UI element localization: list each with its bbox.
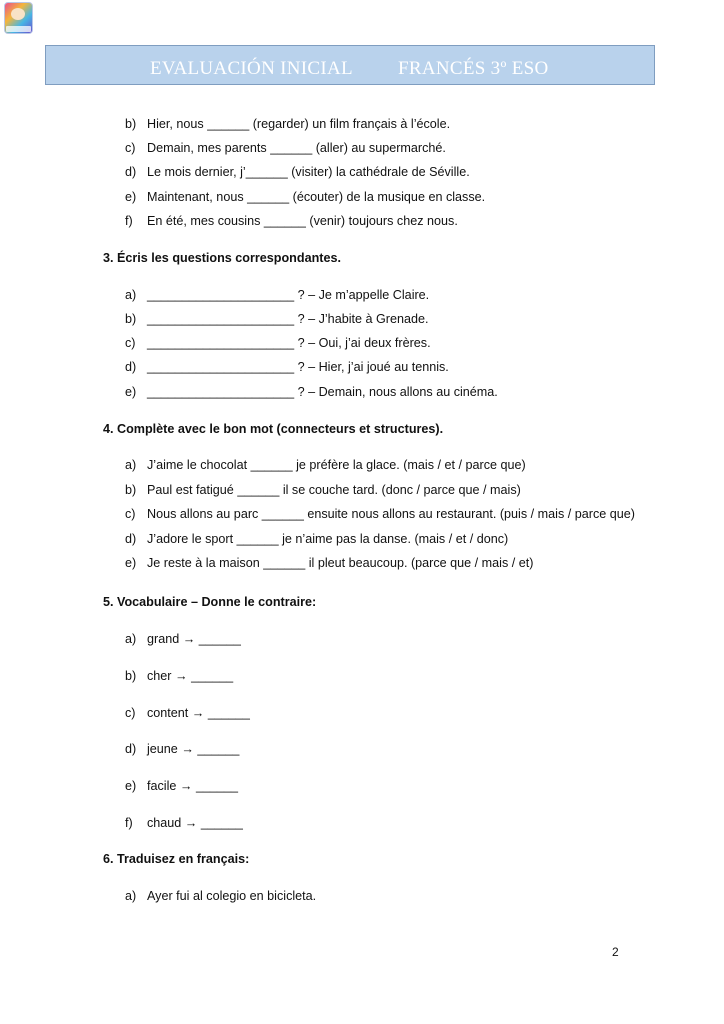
section-3-title: 3. Écris les questions correspondantes.	[103, 251, 341, 265]
section-5-title: 5. Vocabulaire – Donne le contraire:	[103, 595, 317, 609]
section-4-title: 4. Complète avec le bon mot (connecteurs et structures).	[103, 422, 444, 436]
header-title: EVALUACIÓN INICIAL	[150, 58, 353, 79]
page-header	[45, 45, 655, 85]
section-6-title: 6. Traduisez en français:	[103, 852, 250, 866]
page-number: 2	[612, 945, 619, 959]
header-subject: FRANCÉS 3º ESO	[398, 58, 549, 79]
site-logo	[4, 2, 33, 34]
